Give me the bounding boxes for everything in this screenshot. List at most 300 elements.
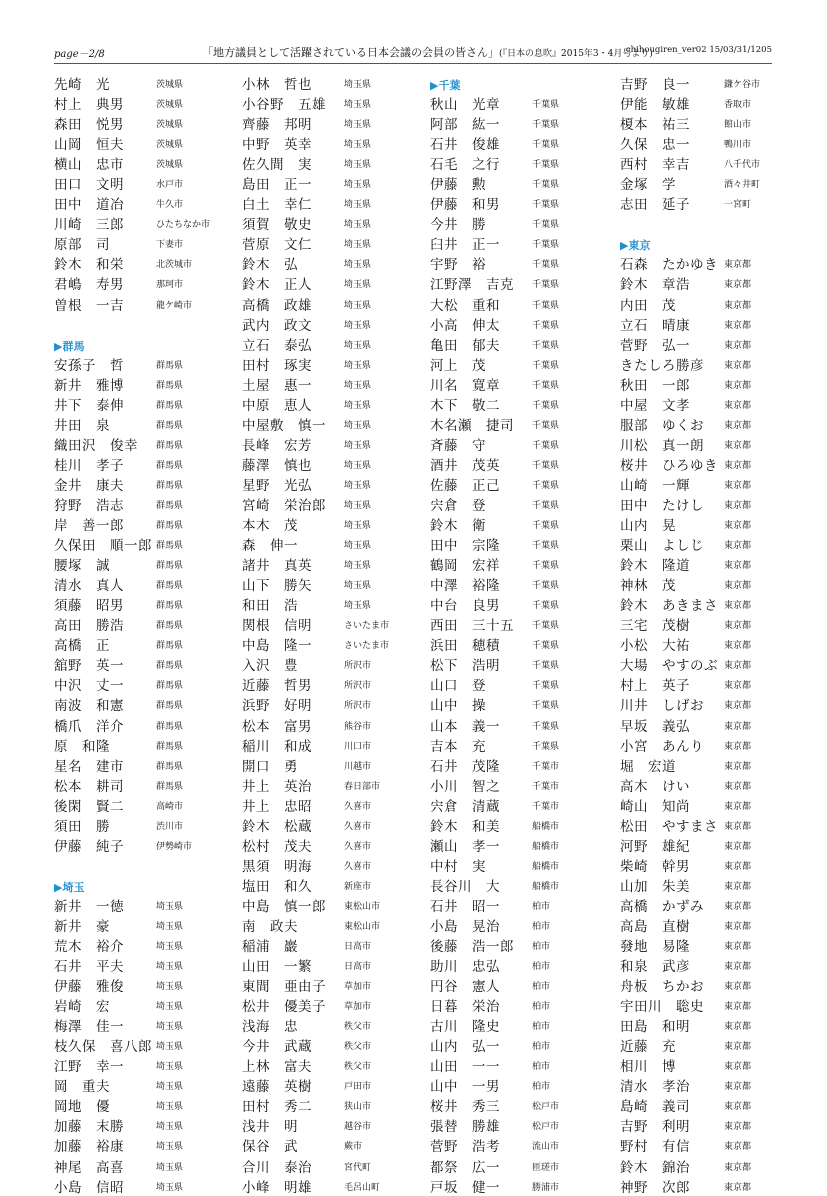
member-row [242,994,422,1014]
member-region: 東京都 [724,721,752,732]
member-row [430,172,610,192]
member-name: 遠藤 英樹 [242,1079,312,1096]
member-region: 埼玉県 [344,521,372,532]
member-region: 東京都 [724,320,752,331]
member-name: 河野 雄紀 [620,838,690,855]
member-name: 秋山 光章 [430,97,500,114]
member-name: 山下 勝矢 [242,578,312,595]
member-row [430,954,610,974]
member-region: 千葉県 [532,521,560,532]
member-row [430,1034,610,1054]
member-region: 千葉県 [532,581,560,592]
member-row [242,132,422,152]
member-row [242,413,422,433]
member-region: 埼玉県 [344,160,372,171]
member-region: 牛久市 [156,200,184,211]
member-name: 柴崎 幹男 [620,858,690,875]
member-row [620,954,800,974]
member-region: 茨城県 [156,100,184,111]
member-region: 東京都 [724,962,752,973]
member-region: 東京都 [724,1022,752,1033]
member-row [54,132,234,152]
member-name: 三宅 茂樹 [620,618,690,635]
member-name: 森田 悦男 [54,117,124,134]
member-row [430,814,610,834]
member-name: 上林 富夫 [242,1059,312,1076]
member-region: 東京都 [724,901,752,912]
member-region: 埼玉県 [156,901,184,912]
member-row [620,493,800,513]
member-row [54,232,234,252]
member-name: 武内 政文 [242,317,312,334]
member-name: 桜井 秀三 [430,1099,500,1116]
member-region: 群馬県 [156,521,184,532]
member-region: 東京都 [724,741,752,752]
member-region: 東京都 [724,1002,752,1013]
member-name: 島田 正一 [242,177,312,194]
member-region: 埼玉県 [344,360,372,371]
member-name: 宍倉 清蔵 [430,798,500,815]
member-row [242,112,422,132]
member-region: 埼玉県 [344,200,372,211]
member-row [620,152,800,172]
member-row [620,353,800,373]
member-name: 田口 文明 [54,177,124,194]
member-name: 相川 博 [620,1059,676,1076]
member-name: 神尾 高喜 [54,1159,124,1176]
header-divider [54,63,772,64]
member-name: 高島 直樹 [620,918,690,935]
member-column-4 [620,72,800,1195]
member-row [620,613,800,633]
member-name: きたしろ勝彦 [620,357,704,374]
member-region: 埼玉県 [344,561,372,572]
page-title [202,44,653,60]
member-row [54,493,234,513]
member-row [54,573,234,593]
member-name: 本木 茂 [242,518,298,535]
member-region: 東京都 [724,260,752,271]
member-row [54,152,234,172]
member-row [242,172,422,192]
member-region: 群馬県 [156,561,184,572]
member-row [620,794,800,814]
member-region: 群馬県 [156,621,184,632]
member-region: 東京都 [724,1162,752,1173]
member-name: 齊藤 邦明 [242,117,312,134]
title-text: 「地方議員として活躍されている日本会議の会員の皆さん」 [202,46,499,59]
member-region: 秩父市 [344,1062,372,1073]
member-row [430,593,610,613]
member-region: 千葉県 [532,300,560,311]
member-name: 都祭 広一 [430,1159,500,1176]
member-row [620,994,800,1014]
member-row [242,433,422,453]
member-region: 埼玉県 [344,180,372,191]
member-name: 岡 重夫 [54,1079,110,1096]
member-row [54,714,234,734]
prefecture-heading: ▶群馬 [54,339,85,353]
member-region: 宮代町 [344,1162,372,1173]
member-name: 堀 宏道 [620,758,676,775]
member-row [430,293,610,313]
member-row [242,573,422,593]
member-row [242,1155,422,1175]
member-region: 毛呂山町 [344,1182,381,1193]
member-row [54,192,234,212]
member-row [430,714,610,734]
member-region: 埼玉県 [344,300,372,311]
member-name: 山内 晃 [620,518,676,535]
member-region: 船橋市 [532,861,560,872]
member-region: 秩父市 [344,1022,372,1033]
member-name: 村上 英子 [620,678,690,695]
member-name: 井田 泉 [54,417,110,434]
member-row [620,854,800,874]
member-name: 松本 耕司 [54,778,124,795]
member-row [54,1014,234,1034]
member-row [430,874,610,894]
member-region: 柏市 [532,1042,551,1053]
member-row [54,172,234,192]
member-name: 神林 茂 [620,578,676,595]
member-region: 松戸市 [532,1122,560,1133]
member-row [620,673,800,693]
member-name: 田村 琢実 [242,357,312,374]
member-name: 田島 和明 [620,1019,690,1036]
member-row [242,192,422,212]
member-name: 日暮 栄治 [430,999,500,1016]
member-row [54,92,234,112]
member-name: 山田 一繁 [242,959,312,976]
member-row [54,974,234,994]
member-name: 金井 康夫 [54,477,124,494]
member-name: 入沢 豊 [242,658,298,675]
member-row [242,212,422,232]
member-row [54,1074,234,1094]
member-name: 清水 真人 [54,578,124,595]
member-name: 松田 やすまさ [620,818,718,835]
member-name: 川松 真一朗 [620,437,704,454]
member-row [54,473,234,493]
member-region: 蕨市 [344,1142,363,1153]
member-name: 中澤 裕隆 [430,578,500,595]
member-row [430,834,610,854]
member-region: 東京都 [724,661,752,672]
member-row [242,954,422,974]
member-name: 南 政夫 [242,918,298,935]
member-region: 埼玉県 [156,1102,184,1113]
member-name: 佐藤 正己 [430,477,500,494]
member-region: 千葉県 [532,420,560,431]
member-row [430,774,610,794]
member-name: 高橋 かずみ [620,898,704,915]
member-name: 服部 ゆくお [620,417,704,434]
member-name: 志田 延子 [620,197,690,214]
member-name: 菅原 文仁 [242,237,312,254]
member-name: 原 和隆 [54,738,110,755]
member-region: 埼玉県 [344,420,372,431]
member-column-1 [54,72,234,1195]
member-name: 大場 やすのぶ [620,658,718,675]
member-region: 千葉県 [532,601,560,612]
member-row [430,232,610,252]
member-row [620,252,800,272]
member-name: 宍倉 登 [430,497,486,514]
member-row [242,1134,422,1154]
member-row [242,533,422,553]
member-name: 小島 信昭 [54,1179,124,1196]
member-name: 山岡 恒夫 [54,137,124,154]
member-name: 小谷野 五雄 [242,97,326,114]
member-name: 須藤 昭男 [54,598,124,615]
member-row [242,72,422,92]
member-name: 發地 易隆 [620,939,690,956]
section-heading [54,874,234,894]
member-name: 横山 忠市 [54,157,124,174]
member-name: 円谷 憲人 [430,979,500,996]
member-region: 埼玉県 [156,1182,184,1193]
member-row [430,313,610,333]
member-row [54,1155,234,1175]
member-region: 千葉県 [532,500,560,511]
member-name: 舘野 英一 [54,658,124,675]
member-region: 埼玉県 [156,1042,184,1053]
member-region: 東京都 [724,380,752,391]
member-row [430,1134,610,1154]
member-row [54,774,234,794]
member-row [430,1175,610,1195]
member-row [620,533,800,553]
member-row [54,633,234,653]
member-row [620,814,800,834]
member-region: 千葉県 [532,380,560,391]
member-name: 中屋 文孝 [620,397,690,414]
member-name: 東間 亜由子 [242,979,326,996]
member-name: 吉野 良一 [620,77,690,93]
member-row [242,453,422,473]
member-name: 白土 幸仁 [242,197,312,214]
member-row [430,693,610,713]
member-row [430,353,610,373]
member-name: 安孫子 哲 [54,357,124,374]
member-name: 新井 一徳 [54,898,124,915]
member-region: 埼玉県 [156,1162,184,1173]
member-row [430,734,610,754]
member-row [242,293,422,313]
member-name: 久保 忠一 [620,137,690,154]
member-row [620,874,800,894]
member-row [620,272,800,292]
member-row [430,1155,610,1175]
member-region: 龍ケ崎市 [156,300,193,311]
member-name: 川井 しげお [620,698,704,715]
member-region: 久喜市 [344,861,372,872]
member-row [242,653,422,673]
spacer [54,854,234,874]
member-name: 新井 豪 [54,918,110,935]
member-region: 千葉県 [532,120,560,131]
member-row [242,1074,422,1094]
member-region: 千葉県 [532,100,560,111]
member-row [620,473,800,493]
member-region: 東京都 [724,420,752,431]
member-row [54,613,234,633]
member-name: 江野澤 吉克 [430,277,514,294]
member-name: 山崎 一輝 [620,477,690,494]
member-region: 千葉県 [532,400,560,411]
member-row [242,1054,422,1074]
member-region: 千葉市 [532,781,560,792]
member-row [620,313,800,333]
member-region: 日高市 [344,942,372,953]
member-row [620,1054,800,1074]
member-name: 伊藤 和男 [430,197,500,214]
member-name: 山中 一男 [430,1079,500,1096]
member-row [54,293,234,313]
member-name: 山内 弘一 [430,1039,500,1056]
member-region: 那珂市 [156,280,184,291]
member-region: 船橋市 [532,821,560,832]
member-region: 埼玉県 [344,220,372,231]
member-name: 井下 泰伸 [54,397,124,414]
member-row [430,794,610,814]
member-name: 金塚 学 [620,177,676,194]
member-region: 所沢市 [344,701,372,712]
member-name: 近藤 充 [620,1039,676,1056]
member-name: 松村 茂夫 [242,838,312,855]
member-name: 中原 恵人 [242,397,312,414]
member-region: 埼玉県 [344,500,372,511]
member-name: 橋爪 洋介 [54,718,124,735]
member-region: 松戸市 [532,1102,560,1113]
member-region: 狭山市 [344,1102,372,1113]
member-name: 長峰 宏芳 [242,437,312,454]
member-region: 東京都 [724,1182,752,1193]
member-name: 石森 たかゆき [620,257,718,274]
member-name: 君嶋 寿男 [54,277,124,294]
member-name: 久保田 順一郎 [54,538,152,555]
member-row [430,1074,610,1094]
member-row [54,112,234,132]
member-row [54,754,234,774]
member-name: 崎山 知尚 [620,798,690,815]
member-row [620,553,800,573]
member-region: 新座市 [344,881,372,892]
member-region: 東京都 [724,701,752,712]
member-row [620,774,800,794]
member-name: 桂川 孝子 [54,457,124,474]
member-region: 東京都 [724,541,752,552]
member-region: 流山市 [532,1142,560,1153]
member-region: 群馬県 [156,581,184,592]
member-row [54,553,234,573]
member-row [242,693,422,713]
member-name: 西村 幸吉 [620,157,690,174]
member-region: 東京都 [724,781,752,792]
member-row [54,1134,234,1154]
member-row [620,834,800,854]
member-name: 山中 操 [430,698,486,715]
member-row [620,72,800,92]
member-name: 高木 けい [620,778,690,795]
member-row [430,673,610,693]
member-name: 合川 泰治 [242,1159,312,1176]
member-name: 鈴木 衛 [430,518,486,535]
member-name: 伊藤 勲 [430,177,486,194]
member-row [54,894,234,914]
member-region: 千葉県 [532,460,560,471]
member-row [54,393,234,413]
member-name: 小林 哲也 [242,77,312,93]
member-name: 田中 道冶 [54,197,124,214]
member-name: 星野 光弘 [242,477,312,494]
member-region: 高崎市 [156,801,184,812]
member-name: 曽根 一吉 [54,297,124,314]
member-region: 日高市 [344,962,372,973]
member-region: 群馬県 [156,480,184,491]
member-name: 関根 信明 [242,618,312,635]
member-region: 東京都 [724,340,752,351]
member-region: 柏市 [532,1062,551,1073]
member-name: 中沢 丈一 [54,678,124,695]
member-region: 埼玉県 [156,982,184,993]
member-name: 岸 善一郎 [54,518,124,535]
member-row [620,653,800,673]
member-name: 枝久保 喜八郎 [54,1039,152,1056]
member-row [620,914,800,934]
member-row [242,473,422,493]
member-row [620,633,800,653]
member-row [430,1094,610,1114]
member-name: 高橋 政雄 [242,297,312,314]
member-region: 柏市 [532,1022,551,1033]
member-region: 千葉県 [532,280,560,291]
member-name: 村上 典男 [54,97,124,114]
member-name: 島崎 義司 [620,1099,690,1116]
member-region: 群馬県 [156,701,184,712]
member-name: 高橋 正 [54,638,110,655]
member-row [430,754,610,774]
member-region: 群馬県 [156,440,184,451]
member-row [620,734,800,754]
member-name: 鈴木 松蔵 [242,818,312,835]
member-region: 館山市 [724,120,752,131]
member-name: 松井 優美子 [242,999,326,1016]
member-region: 東京都 [724,982,752,993]
member-row [620,112,800,132]
member-row [620,172,800,192]
member-region: 群馬県 [156,681,184,692]
member-row [620,373,800,393]
member-region: 伊勢崎市 [156,841,193,852]
member-name: 小川 智之 [430,778,500,795]
member-name: 狩野 浩志 [54,497,124,514]
member-name: 佐久間 実 [242,157,312,174]
member-region: さいたま市 [344,621,390,632]
member-row [430,92,610,112]
member-row [242,734,422,754]
member-name: 斉藤 守 [430,437,486,454]
member-region: 北茨城市 [156,260,193,271]
member-name: 浜野 好明 [242,698,312,715]
member-name: 鈴木 あきまさ [620,598,718,615]
member-name: 吉野 利明 [620,1119,690,1136]
member-row [54,794,234,814]
member-name: 加藤 裕康 [54,1139,124,1156]
member-region: 柏市 [532,1002,551,1013]
member-name: 井上 英治 [242,778,312,795]
